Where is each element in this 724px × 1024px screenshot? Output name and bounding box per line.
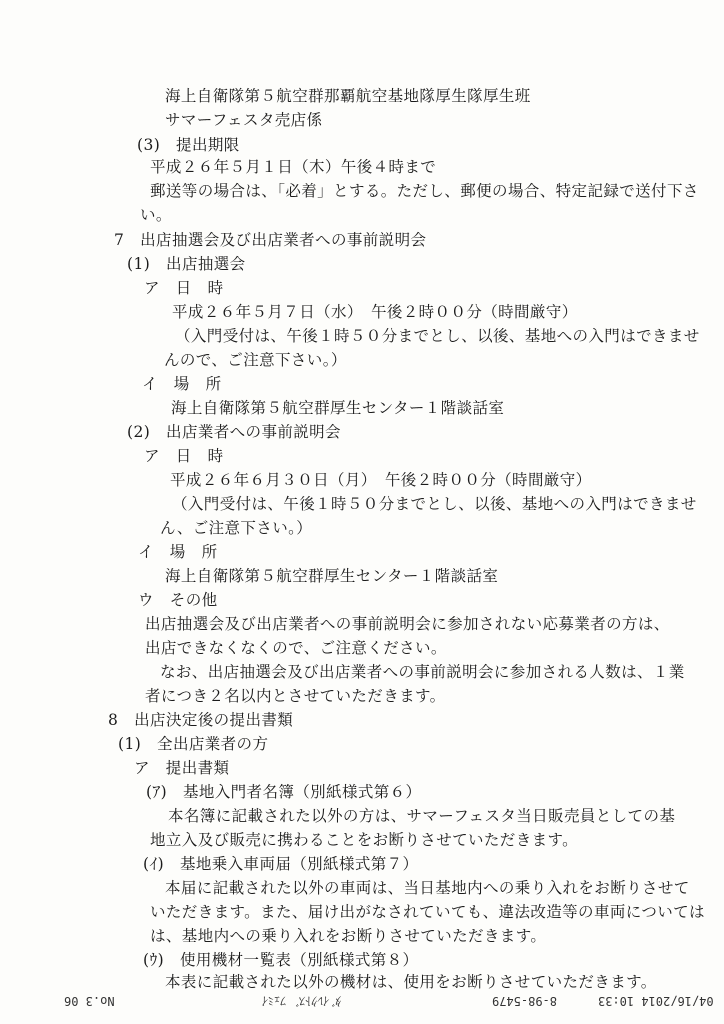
section-heading: (2) 出店業者への事前説明会 [127, 423, 341, 441]
text-line: 郵送等の場合は、「必着」とする。ただし、郵便の場合、特定記録で送付下さ [150, 182, 699, 200]
item-heading: (ｳ) 使用機材一覧表（別紙様式第８） [143, 951, 419, 969]
item-heading: ア 日 時 [144, 447, 224, 465]
text-line: 本名簿に記載された以外の方は、サマーフェスタ当日販売員としての基 [168, 807, 676, 825]
section-heading: (3) 提出期限 [137, 136, 240, 154]
text-line: 海上自衛隊第５航空群厚生センター１階談話室 [171, 399, 505, 417]
item-heading: イ 場 所 [138, 543, 218, 561]
text-line: 平成２６年５月７日（水） 午後２時００分（時間厳守） [172, 303, 578, 321]
item-heading: (ｲ) 基地乗入車両届（別紙様式第７） [143, 855, 419, 873]
section-heading: (1) 全出店業者の方 [118, 735, 269, 753]
text-line: ん、ご注意下さい。） [160, 519, 313, 537]
text-line: サマーフェスタ売店係 [165, 111, 323, 129]
item-heading: ウ その他 [138, 591, 218, 609]
text-line: 本表に記載された以外の機材は、使用をお断りさせていただきます。 [165, 973, 657, 991]
fax-sender: ﾀﾞｲﾚｸﾄｽﾞ ﾌｪﾐｲ [262, 994, 342, 1008]
text-line: 者につき２名以内とさせていただきます。 [145, 687, 446, 705]
section-heading: 8 出店決定後の提出書類 [108, 711, 294, 729]
text-line: い。 [140, 206, 172, 224]
item-heading: ア 日 時 [144, 279, 224, 297]
fax-page: No.3 06 [64, 994, 115, 1008]
text-line: いただきます。また、届け出がなされていても、違法改造等の車両については [150, 903, 705, 921]
text-line: （入門受付は、午後１時５０分までとし、以後、基地への入門はできませ [175, 327, 700, 345]
text-line: 出店抽選会及び出店業者への事前説明会に参加されない応募業者の方は、 [145, 615, 670, 633]
fax-datetime: 04/16/2014 10:33 [598, 994, 714, 1008]
section-heading: (1) 出店抽選会 [127, 255, 246, 273]
fax-number: 8-98-5479 [492, 994, 558, 1008]
text-line: 平成２６年６月３０日（月） 午後２時００分（時間厳守） [170, 471, 592, 489]
text-line: は、基地内への乗り入れをお断りさせていただきます。 [150, 927, 547, 945]
text-line: 出店できなくなくので、ご注意ください。 [145, 639, 447, 657]
text-line: 海上自衛隊第５航空群厚生センター１階談話室 [165, 567, 499, 585]
text-line: 地立入及び販売に携わることをお断りさせていただきます。 [150, 831, 579, 849]
text-line: 平成２６年５月１日（木）午後４時まで [150, 158, 437, 176]
item-heading: (ｱ) 基地入門者名簿（別紙様式第６） [146, 783, 422, 801]
text-line: 海上自衛隊第５航空群那覇航空基地隊厚生隊厚生班 [165, 87, 531, 105]
text-line: 本届に記載された以外の車両は、当日基地内への乗り入れをお断りさせて [165, 879, 690, 897]
item-heading: ア 提出書類 [134, 759, 230, 777]
text-line: （入門受付は、午後１時５０分までとし、以後、基地への入門はできませ [172, 495, 697, 513]
item-heading: イ 場 所 [142, 375, 222, 393]
text-line: なお、出店抽選会及び出店業者への事前説明会に参加される人数は、１業 [160, 663, 685, 681]
text-line: んので、ご注意下さい。） [164, 351, 347, 369]
section-heading: 7 出店抽選会及び出店業者への事前説明会 [114, 231, 427, 249]
